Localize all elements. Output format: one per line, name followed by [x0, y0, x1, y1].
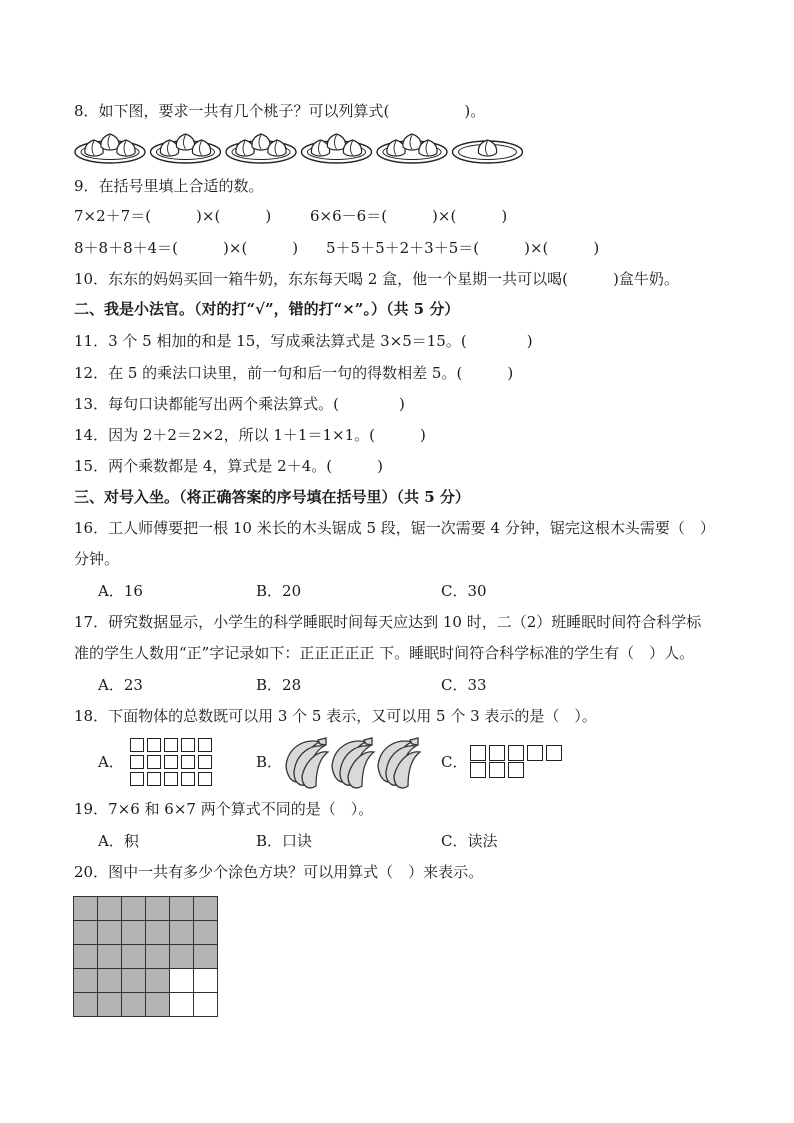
- blank-square: [194, 969, 218, 993]
- shaded-square: [74, 969, 98, 993]
- shaded-square: [194, 945, 218, 969]
- shaded-square: [194, 897, 218, 921]
- shaded-square: [74, 993, 98, 1017]
- shaded-square: [74, 921, 98, 945]
- shaded-square: [98, 921, 122, 945]
- q19-option-a: A．积: [98, 832, 139, 850]
- question-19: 19．7×6 和 6×7 两个算式不同的是（ ）。: [74, 800, 374, 818]
- q17-option-a: A．23: [98, 676, 143, 694]
- shaded-square: [122, 897, 146, 921]
- shaded-squares-grid: [73, 896, 218, 1017]
- question-16-line1: 16．工人师傅要把一根 10 米长的木头锯成 5 段，锯一次需要 4 分钟，锯完这根木头需要（ ）: [74, 519, 715, 537]
- peach-icon: [101, 134, 119, 150]
- question-18: 18．下面物体的总数既可以用 3 个 5 表示，又可以用 5 个 3 表示的是（ ）。: [74, 707, 597, 725]
- peach-icon: [327, 134, 345, 150]
- shaded-square: [74, 945, 98, 969]
- blank-square: [170, 993, 194, 1017]
- peach-icon: [252, 134, 270, 150]
- shaded-square: [170, 921, 194, 945]
- shaded-square: [122, 945, 146, 969]
- blank-square: [170, 969, 194, 993]
- q17-option-c: C．33: [441, 676, 487, 694]
- q9-row1-left: 7×2＋7＝( )×( ): [74, 207, 272, 225]
- question-14: 14．因为 2＋2＝2×2，所以 1＋1＝1×1。( ): [74, 426, 426, 444]
- shaded-square: [122, 921, 146, 945]
- peach-plates-figure: [74, 132, 524, 168]
- peach-icon: [403, 134, 421, 150]
- shaded-square: [146, 945, 170, 969]
- peach-icon: [176, 134, 194, 150]
- shaded-square: [98, 993, 122, 1017]
- peach-plate: [453, 140, 523, 163]
- shaded-square: [74, 897, 98, 921]
- section-3-heading: 三、对号入坐。（将正确答案的序号填在括号里）（共 5 分）: [74, 488, 470, 506]
- question-16-line2: 分钟。: [74, 550, 120, 568]
- shaded-square: [170, 897, 194, 921]
- peach-plates-svg: [74, 132, 524, 164]
- question-17-line1: 17．研究数据显示，小学生的科学睡眠时间每天应达到 10 时，二（2）班睡眠时间符合科学标: [74, 613, 702, 631]
- question-17-line2: 准的学生人数用“正”字记录如下：正正正正正 下。睡眠时间符合科学标准的学生有（ ）人。: [74, 644, 695, 662]
- shaded-square: [122, 993, 146, 1017]
- q16-option-a: A．16: [98, 582, 143, 600]
- peach-plate: [151, 134, 221, 163]
- peach-plate: [226, 134, 296, 163]
- q16-option-b: B．20: [256, 582, 302, 600]
- q9-row2-left: 8＋8＋8＋4＝( )×( ): [74, 239, 299, 257]
- q18-option-c: C．: [441, 753, 468, 771]
- shaded-square: [98, 969, 122, 993]
- question-13: 13．每句口诀都能写出两个乘法算式。( ): [74, 395, 405, 413]
- peach-plate: [302, 134, 372, 163]
- blank-square: [194, 993, 218, 1017]
- question-12: 12．在 5 的乘法口诀里，前一句和后一句的得数相差 5。( ): [74, 364, 514, 382]
- question-10: 10．东东的妈妈买回一箱牛奶，东东每天喝 2 盒，他一个星期一共可以喝( )盒牛奶。: [74, 270, 679, 288]
- q18-c-squares-row1: [470, 745, 562, 761]
- q16-option-c: C．30: [441, 582, 487, 600]
- q9-row1-right: 6×6－6＝( )×( ): [310, 207, 508, 225]
- shaded-square: [146, 993, 170, 1017]
- shaded-square: [146, 897, 170, 921]
- question-11: 11．3 个 5 相加的和是 15，写成乘法算式是 3×5＝15。( ): [74, 332, 533, 350]
- shaded-square: [98, 945, 122, 969]
- shaded-square: [194, 921, 218, 945]
- q18-option-b: B．: [256, 753, 283, 771]
- question-9: 9．在括号里填上合适的数。: [74, 177, 264, 195]
- shaded-square: [170, 945, 194, 969]
- question-8: 8．如下图，要求一共有几个桃子？可以列算式( )。: [74, 102, 486, 120]
- section-2-heading: 二、我是小法官。（对的打“√”，错的打“×”。）（共 5 分）: [74, 300, 460, 318]
- shaded-square: [146, 969, 170, 993]
- shaded-square: [122, 969, 146, 993]
- q19-option-b: B．口诀: [256, 832, 313, 850]
- q18-c-squares-row2: [470, 762, 524, 778]
- q17-option-b: B．28: [256, 676, 302, 694]
- q18-b-bananas: [280, 736, 422, 794]
- q18-a-squares-grid: [130, 738, 212, 786]
- q19-option-c: C．读法: [441, 832, 498, 850]
- shaded-square: [98, 897, 122, 921]
- shaded-square: [146, 921, 170, 945]
- peach-plate: [75, 134, 145, 163]
- peach-plate: [377, 134, 447, 163]
- q9-row2-right: 5＋5＋5＋2＋3＋5＝( )×( ): [326, 239, 600, 257]
- question-15: 15．两个乘数都是 4，算式是 2＋4。( ): [74, 457, 383, 475]
- q18-option-a: A．: [98, 753, 124, 771]
- question-20: 20．图中一共有多少个涂色方块？可以用算式（ ）来表示。: [74, 863, 484, 881]
